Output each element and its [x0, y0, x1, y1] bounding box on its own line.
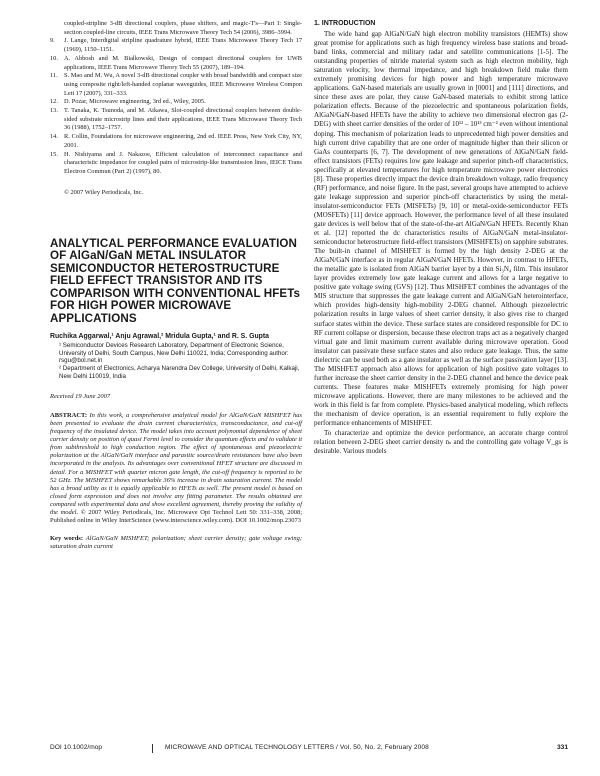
reference-item: [50, 55, 302, 72]
abstract-text: In this work, a comprehensive analytical model for AlGaN/GaN MISHFET has been presented to evaluate the drain current characteristics, transconductance, and cut-off frequency of the insulated device. The model takes into account polynomial dependence of sheet carrier density on position of quasi Fermi level to consider the quantum effects and to validate it from subthreshold to high conduction region. The effect of spontaneous and piezoelectric polarization at the AlGaN/GaN interface and parasitic source/drain resistances have also been incorporated in the analysis. Its advantages over conventional HFET structure are discussed in detail. For a MISHFET with quarter micron gate length, the cut-off frequency is reported to be 52 GHz. The MISHFET shows remarkable 36% increase in drain saturation current. The model has a broad utility as it is equally applicable to HFETs as well. The present model is based on closed form expression and does not involve any fitting parameter. The results obtained are compared with experimental data and show excellent agreement, thereby proving the validity of the model.: [50, 412, 303, 516]
reference-number: 14.: [50, 133, 58, 141]
reference-text: coupled-stripline 3-dB directional couplers, phase shifters, and magic-T's—Part I: Single-section coupled-line circuits, IEEE Trans Microwave Theory Tech 54 (2006), 3986–3994.: [64, 20, 302, 36]
affiliation-1: ¹ Semiconductor Devices Research Laboratory, Department of Electronic Science, University of Delhi, South Campus, New Delhi 110021, India; Corresponding author: rsgu@bol.net.in: [59, 341, 289, 365]
footer-doi: DOI 10.1002/mop: [50, 744, 103, 751]
reference-item: [50, 133, 302, 150]
intro-paragraph-1: The wide band gap AlGaN/GaN high electron mobility transistors (HEMTs) show great promise for applications such as high frequency wireless base stations and broad-band links, commercial and military radar and satellite communications [1-5]. The outstanding properties of nitride material system such as high electron mobility, high saturation velocity, low thermal impedance, and high breakdown field make them extremely promising devices for high power and high temperature microwave applications. GaN-based materials are usually grown in [0001] and [111] directions, and since these axes are polar, they cause GaN-based materials to exhibit strong lattice polarization effects. Because of the piezoelectric and spontaneous polarization fields, AlGaN/GaN-based HFETs have the ability to achieve two dimensional electron gas (2-DEG) with sheet carrier densities of the order of 10¹² – 10¹³ cm⁻² even without intentional doping. This mechanism of polarization leads to unprecedented high power densities and high current drive capability that are one order of magnitude higher than their silicon or GaAs counterparts [6, 7]. The development of new generations of AlGaN/GaN field-effect transistors (FETs) requires low gate leakage and superior pinch-off characteristics, specifically at elevated temperatures for high temperature microwave power electronics [8]. These properties directly impact the device drain breakdown voltage, radio frequency (RF) performance, and noise figure. In the past, several groups have attempted to achieve gate leakage suppression and superior pinch-off characteristics by using the metal-insulator-semiconductor FETs (MISFETs) [9, 10] or metal-oxide-semiconductor FETs (MOSFETs) [11] device approach. However, the performance level of all these insulated gate devices is well below that of the state-of-the-art AlGaN/GaN HFETs. Recently Khan et al. [12] reported the dc characteristics results of AlGaN/GaN metal-insulator-semiconductor heterostructure field-effect transistors (MISHFETs) on sapphire substrates. The built-in channel of MISHFET is formed by the high density 2-DEG at the AlGaN/GaN interface as in regular AlGaN/GaN HFETs. However, in contrast to HFETs, the metallic gate is isolated from AlGaN barrier layer by a thin Si₃N₄ film. This insulator layer provides extremely low gate leakage current and allows for a large negative to positive gate voltage swing (GVS) [12]. Thus MISHFET combines the advantages of the MIS structure that suppresses the gate leakage current and AlGaN/GaN heterointerface, which provides high-density high-mobility 2-DEG channel. Although piezoelectric polarization results in large values of sheet carrier density, it also gives rise to charged surface states within the device. These surface states are considered responsible for DC to RF current collapse or dispersion, because these electron traps act as a negatively charged virtual gate and limit maximum current available during microwave operation. Good insulator can passivate these surface states and also reduce gate leakage. Thus, the same dielectric can be used both as a gate insulator as well as the surface passivation layer [13]. The MISHFET approach also allows for application of high positive gate voltages to further increase the sheet carrier density in the 2-DEG channel and hence the device peak currents. These features make MISHFETs extremely promising for high power microwave applications. However, there are many milestones to be achieved and the work in this field is far from complete. Physics-based analytical modeling, which reflects the mechanism of device operation, is an essential requirement to fully explore the performance enhancements of MISHFET.: [314, 30, 569, 428]
right-column: [314, 20, 568, 456]
reference-text: H. Nishiyama and J. Nakazoe, Efficient calculation of interconnect capacitance and characteristic impedance for coupled pairs of microstrip-like transmission lines, IEICE Trans Electron Commun (Part 2) (1997), 80.: [64, 150, 302, 175]
reference-number: 12.: [50, 98, 58, 106]
intro-paragraph-2: To characterize and optimize the device performance, an accurate charge control relation between 2-DEG sheet carrier density nₛ and the controlling gate voltage V_gs is desirable. Various models: [314, 429, 568, 456]
section-heading: 1. INTRODUCTION: [314, 20, 376, 27]
page-number: 331: [556, 744, 568, 751]
reference-item: [50, 98, 302, 107]
reference-text: J. Lange, Interdigital stripline quadrature hybrid, IEEE Trans Microwave Theory Tech 17 (1969), 1150–1151.: [64, 37, 302, 54]
reference-text: A. Abbosh and M. Bialkowski, Design of compact directional couplers for UWB applications, IEEE Trans Microwave Theory Tech 55 (2007), 189–194.: [64, 54, 302, 71]
reference-item: [50, 107, 302, 133]
reference-number: 9.: [50, 37, 55, 45]
footer-journal: MICROWAVE AND OPTICAL TECHNOLOGY LETTERS / Vol. 50, No. 2, February 2008: [165, 744, 429, 751]
footer-divider: [152, 744, 153, 753]
abstract-label: ABSTRACT:: [50, 412, 88, 420]
reference-number: 15.: [50, 150, 58, 158]
reference-number: 11.: [50, 72, 58, 80]
reference-text: D. Pozar, Microwave engineering, 3rd ed., Wiley, 2005.: [64, 98, 206, 106]
page-footer: [50, 744, 568, 753]
author-list: Ruchika Aggarwal,¹ Anju Agrawal,² Mridula Gupta,¹ and R. S. Gupta: [50, 333, 269, 341]
reference-item: [50, 37, 302, 54]
reference-text: R. Collin, Foundations for microwave engineering, 2nd ed. IEEE Press, New York City, NY, 2001.: [64, 133, 302, 149]
copyright-line: © 2007 Wiley Periodicals, Inc.: [64, 188, 144, 196]
abstract-publication-note: © 2007 Wiley Periodicals, Inc. Microwave Opt Technol Lett 50: 331–338, 2008; Published online in Wiley InterScience (www.interscience.wiley.com). DOI 10.1002/mop.23073: [50, 508, 303, 524]
left-column: [50, 20, 302, 551]
affiliation-2: ² Department of Electronics, Acharya Narendra Dev College, University of Delhi, Kalkaji, New Delhi 110019, India: [59, 365, 300, 381]
keywords: [50, 535, 302, 551]
abstract: [50, 412, 302, 525]
keywords-text: AlGaN/GaN MISHFET; polarization; sheet carrier density; gate voltage swing; saturation drain current: [50, 534, 303, 550]
reference-item: [50, 20, 302, 37]
affiliations: [50, 342, 302, 382]
reference-list: [50, 20, 302, 177]
reference-number: 13.: [50, 107, 58, 115]
keywords-label: Key words:: [50, 534, 84, 542]
reference-number: 10.: [50, 54, 58, 62]
reference-item: [50, 151, 302, 177]
reference-text: T. Tanaka, K. Tsunoda, and M. Aikawa, Slot-coupled directional couplers between double-sided substrate microstrip lines and their applications, IEEE Trans Microwave Theory Tech 36 (1988), 1752–1757.: [64, 107, 302, 132]
received-date: Received 19 June 2007: [50, 393, 111, 401]
reference-item: [50, 72, 302, 98]
article-title: ANALYTICAL PERFORMANCE EVALUATION OF AlGaN/GaN METAL INSULATOR SEMICONDUCTOR HETEROSTRUCTURE FIELD EFFECT TRANSISTOR AND ITS COMPARISON WITH CONVENTIONAL HFETs FOR HIGH POWER MICROWAVE APPLICATIONS: [50, 236, 301, 325]
reference-text: S. Mao and M. Wu, A novel 3-dB directional coupler with broad bandwidth and compact size using composite right/left-handed coplanar waveguides, IEEE Microwave Wireless Compon Lett 17 (2007), 331–333.: [64, 72, 302, 97]
